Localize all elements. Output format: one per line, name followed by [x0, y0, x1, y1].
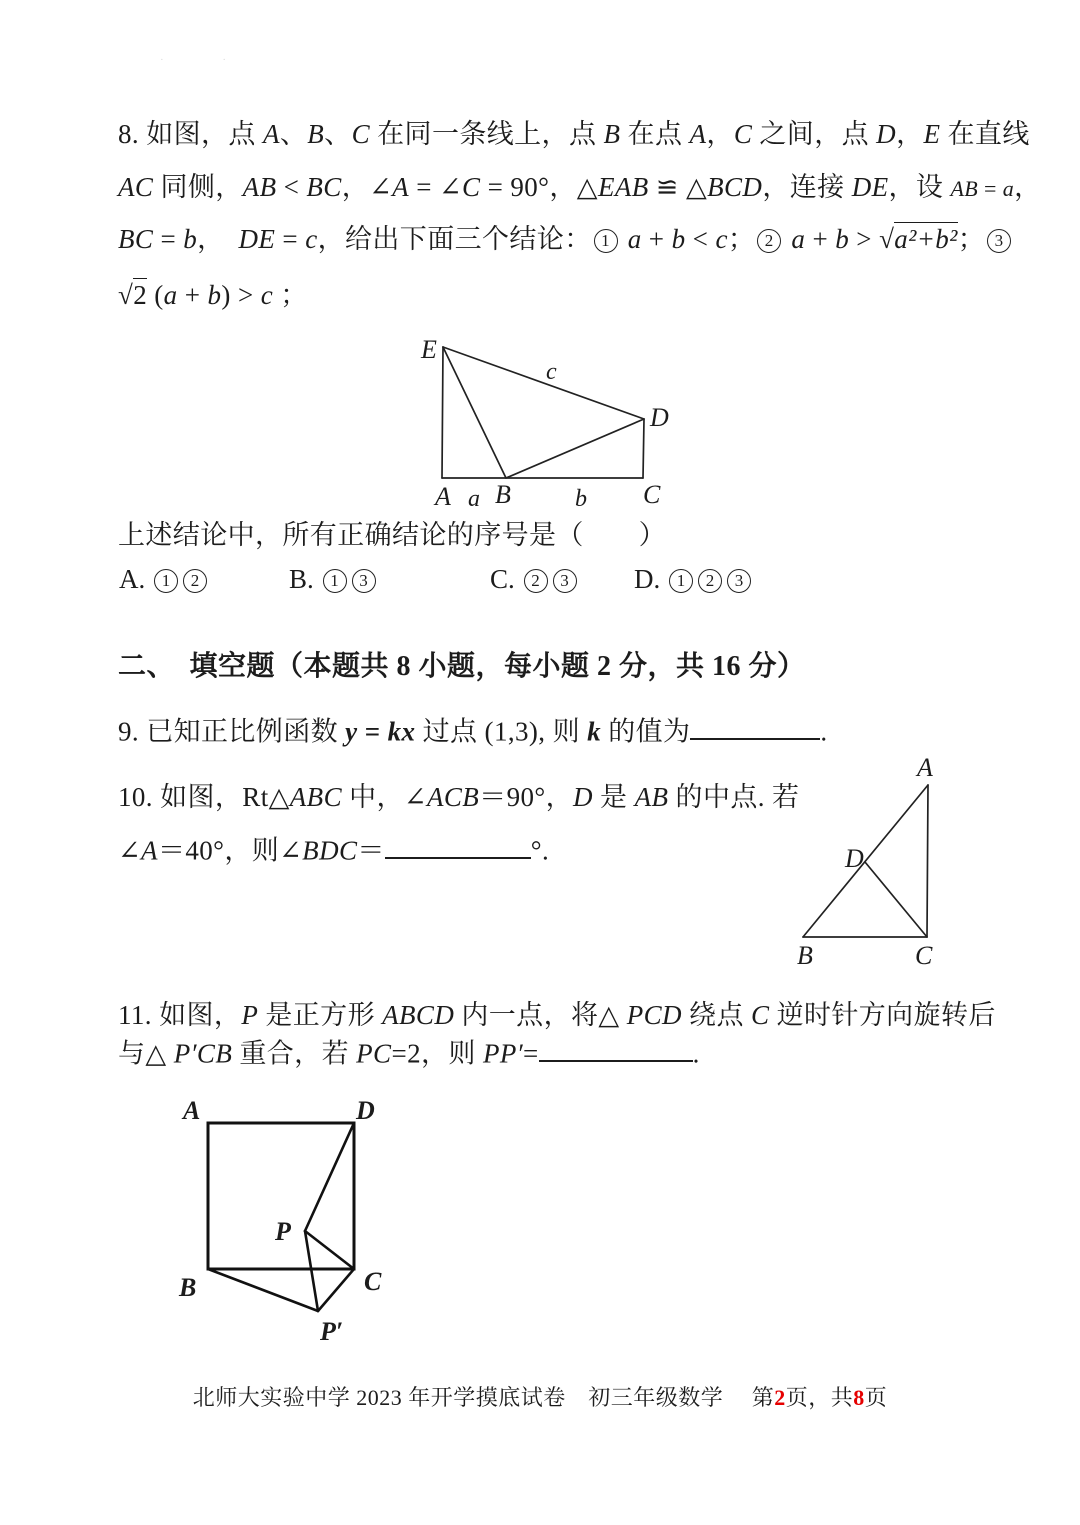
q11-edge-PprimeC — [318, 1269, 354, 1311]
q10-figure — [790, 750, 990, 985]
q11-edge-DP — [305, 1123, 354, 1231]
q8-option-b: B. 1 3 — [289, 564, 379, 595]
q10-text-line-2: ∠A＝40°，则∠BDC＝ °. — [118, 831, 549, 868]
q10-label-A: A — [917, 753, 933, 782]
page-footer: 北师大实验中学 2023 年开学摸底试卷 初三年级数学 第2页，共8页 — [192, 1385, 888, 1410]
q8-label-C: C — [643, 480, 661, 509]
q10-edge-DC — [865, 862, 927, 937]
q10-label-B: B — [797, 941, 813, 970]
q8-label-A: A — [435, 482, 451, 511]
q8-figure — [420, 332, 682, 522]
q11-edge-PC — [305, 1231, 354, 1269]
section-2-heading: 二、 填空题（本题共 8 小题，每小题 2 分，共 16 分） — [118, 651, 806, 682]
q11-text-line-2: 与△ P′CB 重合，若 PC=2，则 PP′= . — [118, 1034, 700, 1071]
q8-option-a: A. 1 2 — [119, 564, 210, 595]
q11-label-D: D — [356, 1096, 375, 1125]
q8-text-line-2: AC 同侧，AB < BC，∠A = ∠C = 90°，△EAB ≌ △BCD，连接 DE，设 AB = a， — [118, 172, 1042, 202]
q8-label-D: D — [650, 403, 669, 432]
q9-text-line-1: 9. 已知正比例函数 y = kx 过点 (1,3), 则 k 的值为 . — [118, 712, 828, 749]
q8-text-line-4: √2 (a + b) > c ； — [118, 280, 308, 310]
q11-label-B: B — [179, 1273, 197, 1302]
q11-label-C: C — [364, 1267, 382, 1296]
q10-label-C: C — [915, 941, 933, 970]
q10-text-line-1: 10. 如图，Rt△ABC 中，∠ACB＝90°，D 是 AB 的中点. 若 — [118, 782, 800, 812]
q11-label-P-prime: P′ — [320, 1317, 344, 1346]
q11-edge-PPprime — [305, 1231, 318, 1311]
q10-edge-CA — [927, 785, 928, 937]
q11-text-line-1: 11. 如图，P 是正方形 ABCD 内一点，将△ PCD 绕点 C 逆时针方向旋转后 — [118, 1000, 996, 1030]
q8-option-d: D. 1 2 3 — [634, 564, 754, 595]
q8-label-B: B — [495, 480, 511, 509]
q8-edge-BD — [506, 419, 644, 478]
q8-conclusion-text: 上述结论中，所有正确结论的序号是（ ） — [118, 520, 666, 550]
q8-label-c: c — [546, 359, 557, 385]
q11-label-A: A — [183, 1096, 201, 1125]
q8-edge-CD — [643, 419, 644, 478]
q10-label-D: D — [845, 844, 864, 873]
q8-label-a: a — [468, 486, 480, 512]
scan-smudge: · · — [160, 54, 255, 66]
q11-label-P: P — [275, 1217, 291, 1246]
q11-figure — [170, 1090, 405, 1358]
q8-option-c: C. 2 3 — [490, 564, 580, 595]
q8-text-line-3: BC = b， DE = c，给出下面三个结论： 1 a + b < c； 2 a + b > √a²+b²； 3 — [118, 221, 1014, 257]
q8-label-E: E — [421, 335, 437, 364]
q8-edge-EA — [442, 347, 443, 478]
q8-label-b: b — [575, 486, 587, 512]
q11-square-ABCD — [208, 1123, 354, 1269]
q11-edge-BPprime — [208, 1269, 318, 1311]
q8-text-line-1: 8. 如图，点 A、B、C 在同一条线上，点 B 在点 A，C 之间，点 D，E 在直线 — [118, 119, 1030, 149]
